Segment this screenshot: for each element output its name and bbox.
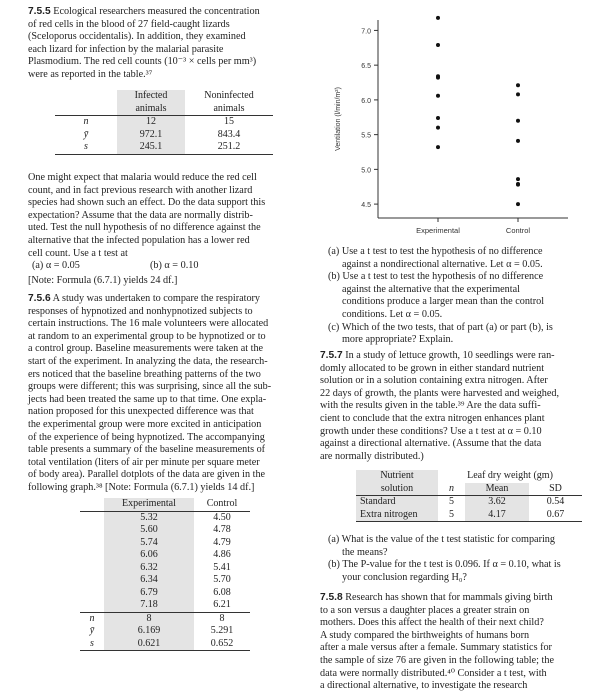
text-line: table presents a summary of the baseline measurements of [28, 444, 266, 456]
table-cell: 0.54 [546, 496, 565, 507]
table-cell: ȳ [83, 128, 89, 140]
table-cell: 5.74 [104, 537, 194, 550]
text-line: following graph.³⁸ [Note: Formula (6.7.1) yields 14 df.] [28, 481, 255, 493]
data-point [516, 177, 520, 181]
table-cell: s [55, 141, 117, 154]
y-axis-label: Ventilation (l/min/m²) [335, 87, 342, 151]
text-line: with the results given in the table.³⁹ Are the data suffi- [320, 400, 541, 412]
y-axis [335, 20, 378, 218]
text-line: (a) Use a t test to test the hypothesis of no difference [328, 246, 543, 257]
table-cell: 0.652 [194, 638, 250, 651]
table-cell: s [80, 638, 104, 651]
text-line: (b) The P-value for the t test is 0.096. If α = 0.10, what is [328, 559, 561, 571]
text-line: of red cells in the blood of 27 field-caught lizards [28, 18, 230, 30]
table-header: n [438, 483, 465, 496]
text-line: Research has shown that for mammals giving birth [345, 592, 553, 603]
table-cell: 5.41 [213, 561, 231, 573]
table-cell: 6.79 [104, 587, 194, 600]
text-line: of the experience of being hypnotized. The accompanying [28, 431, 265, 443]
table-cell: 4.50 [213, 511, 231, 523]
table-header [55, 90, 117, 116]
text-line: against a nondirectional alternative. Let α = 0.05. [342, 258, 543, 270]
text-line: responses of hypnotized and nonhypnotized subjects to [28, 305, 253, 317]
problem-7-5-5-body [28, 172, 313, 260]
ventilation-table [80, 498, 250, 651]
table-cell: 3.62 [465, 496, 529, 509]
table-header: Leaf dry weight (gm) [467, 470, 553, 481]
text-line: more appropriate? Explain. [342, 334, 454, 346]
text-line: solution or in a solution containing extra nitrogen. After [320, 375, 548, 387]
text-line: against a directional alternative. (Assume that the data [320, 438, 542, 450]
table-cell: 972.1 [117, 129, 185, 142]
problem-number: 7.5.6 [28, 293, 51, 304]
part-b: (b) α = 0.10 [150, 260, 199, 271]
table-header: Control [194, 498, 250, 511]
text-line: ers noticed that the baseline breathing patterns of the two [28, 368, 261, 380]
text-line: data were normally distributed.⁴⁰ Consider a t test, with [320, 667, 547, 679]
text-line: Plasmodium. The red cell counts (10⁻³ × cells per mm³) [28, 56, 257, 68]
table-cell: 5.60 [104, 524, 194, 537]
text-line: total ventilation (liters of air per minute per square meter [28, 456, 260, 468]
data-point [516, 182, 520, 186]
ventilation-dotplot [318, 8, 598, 243]
text-line: a directional alternative, to investigate the research [320, 680, 528, 692]
data-point [516, 202, 520, 206]
data-point [436, 43, 440, 47]
table-header: Nutrient [356, 470, 438, 483]
table-cell: 4.78 [213, 524, 231, 535]
table-cell: 5 [449, 496, 454, 507]
text-line: start of the experiment. In analyzing the data, the research- [28, 355, 268, 367]
table-cell: Standard [356, 496, 438, 509]
problem-7-5-6-text [28, 293, 313, 495]
x-tick-label: Experimental [416, 226, 460, 235]
data-point [516, 119, 520, 123]
text-line: species had shown such an effect. Do the data support this [28, 197, 266, 209]
text-line: expectation? Assume that the data are normally distrib- [28, 209, 253, 221]
table-header: Noninfected animals [185, 90, 273, 116]
y-tick-label: 6.5 [361, 63, 371, 71]
table-cell: n [89, 612, 95, 624]
text-line: each lizard for infection by the malarial parasite [28, 43, 224, 55]
text-line: certain instructions. The 16 male volunteers were allocated [28, 318, 269, 330]
y-tick-label: 6.0 [361, 97, 371, 105]
text-line: count, and in fact previous research with another lizard [28, 184, 253, 196]
text-line: of body area). Parallel dotplots of the data are given in the [28, 469, 266, 481]
x-axis [378, 218, 568, 235]
text-line: In a study of lettuce growth, 10 seedlings were ran- [345, 350, 555, 361]
data-point [436, 116, 440, 120]
data-point [436, 126, 440, 130]
text-line: domly allocated to be grown in either standard nutrient [320, 362, 545, 374]
y-tick-label: 7.0 [361, 28, 371, 36]
text-line: groups were different; this was surprising, since all the sub- [28, 381, 272, 393]
data-points [436, 16, 520, 206]
text-line: nation proposed for this unexpected difference was that [28, 406, 254, 418]
table-cell: 6.32 [104, 562, 194, 575]
data-point [436, 74, 440, 78]
table-cell: 5.32 [104, 511, 194, 524]
text-line: uted. Test the null hypothesis of no difference against the [28, 222, 261, 234]
problem-number: 7.5.5 [28, 6, 51, 17]
text-line: One might expect that malaria would reduce the red cell [28, 172, 257, 183]
table-cell: 7.18 [104, 599, 194, 612]
table-header: SD [529, 483, 582, 496]
text-line: A study was undertaken to compare the respiratory [52, 293, 261, 304]
text-line: the experimental group were more excited in anticipation [28, 418, 262, 430]
table-header: solution [356, 483, 438, 496]
table-cell: 4.79 [213, 536, 231, 548]
data-point [516, 139, 520, 143]
table-cell: 5.291 [210, 625, 234, 636]
text-line: were as reported in the table.³⁷ [28, 68, 153, 80]
text-line: to a son versus a daughter places a greater strain on [320, 604, 530, 616]
table-cell: 251.2 [185, 141, 273, 154]
table-header: Mean [465, 483, 529, 496]
data-point [436, 145, 440, 149]
table-cell: 5.70 [213, 574, 231, 585]
text-line: a control group. Baseline measurements were taken at the [28, 343, 264, 355]
table-header [80, 498, 104, 511]
table-cell: 6.21 [194, 599, 250, 612]
text-line: jects had been treated the same up to that time. One expla- [28, 393, 267, 405]
table-cell: 5 [438, 509, 465, 522]
table-cell: 4.17 [465, 509, 529, 522]
y-tick-label: 5.5 [361, 132, 371, 140]
table-cell: Extra nitrogen [356, 509, 438, 522]
problem-7-5-8-text [320, 592, 596, 693]
table-cell: 8 [104, 612, 194, 625]
lizard-table [55, 90, 273, 155]
problem-number: 7.5.8 [320, 592, 343, 603]
text-line: A study compared the birthweights of humans born [320, 629, 530, 641]
text-line: (Sceloporus occidentalis). In addition, they examined [28, 31, 246, 43]
table-cell: 6.34 [104, 574, 194, 587]
text-line: growth under these conditions? Use a t test at α = 0.10 [320, 425, 542, 437]
problem-7-5-6-parts [328, 246, 598, 347]
problem-7-5-7-parts [328, 534, 598, 584]
text-line: your conclusion regarding H₀? [342, 571, 467, 583]
data-point [516, 83, 520, 87]
text-line: conditions. Let α = 0.05. [342, 308, 443, 320]
data-point [436, 94, 440, 98]
table-cell: 15 [224, 116, 234, 127]
text-line: the sample of size 76 are given in the following table; the [320, 654, 554, 666]
text-line: (a) What is the value of the t test statistic for comparing [328, 534, 555, 545]
table-cell: 245.1 [117, 141, 185, 154]
table-cell: 6.08 [213, 586, 231, 598]
table-cell: ȳ [89, 625, 95, 636]
note: [Note: Formula (6.7.1) yields 24 df.] [28, 275, 178, 286]
table-header: Infected animals [117, 90, 185, 116]
problem-7-5-7-text [320, 350, 596, 463]
data-point [436, 16, 440, 20]
lettuce-table [356, 470, 582, 522]
text-line: alternative that the infected population has a lower red [28, 234, 250, 246]
table-cell: n [83, 116, 89, 127]
table-cell: 0.67 [529, 509, 582, 522]
text-line: are normally distributed.) [320, 450, 424, 462]
text-line: after a male versus after a female. Summary statistics for [320, 642, 552, 654]
text-line: Ecological researchers measured the concentration [53, 6, 260, 17]
data-point [516, 92, 520, 96]
x-tick-label: Control [505, 226, 531, 235]
text-line: mothers. Does this affect the health of their next child? [320, 617, 544, 629]
y-tick-label: 5.0 [361, 167, 371, 175]
table-cell: 6.169 [104, 625, 194, 638]
table-cell: 12 [117, 116, 185, 129]
part-a: (a) α = 0.05 [32, 260, 80, 271]
text-line: (c) Which of the two tests, that of part (a) or part (b), is [328, 321, 553, 333]
table-header: Experimental [104, 498, 194, 511]
text-line: cient to conclude that the extra nitrogen enhances plant [320, 412, 545, 424]
table-cell: 6.06 [104, 549, 194, 562]
text-line: conditions produce a larger mean than the control [342, 296, 545, 308]
text-line: (b) Use a t test to test the hypothesis of no difference [328, 271, 544, 283]
text-line: 22 days of growth, the plants were harvested and weighed, [320, 387, 560, 399]
problem-number: 7.5.7 [320, 350, 343, 361]
text-line: the means? [342, 546, 388, 558]
problem-7-5-5-intro [28, 6, 313, 82]
table-cell: 843.4 [217, 128, 241, 140]
table-cell: 8 [219, 612, 225, 624]
table-cell: 4.86 [213, 549, 231, 560]
text-line: against the alternative that the experimental [342, 283, 520, 295]
text-line: at random to an experimental group to be hypnotized or to [28, 330, 266, 342]
y-tick-label: 4.5 [361, 202, 371, 210]
text-line: cell count. Use a t test at [28, 247, 128, 259]
table-cell: 0.621 [104, 638, 194, 651]
